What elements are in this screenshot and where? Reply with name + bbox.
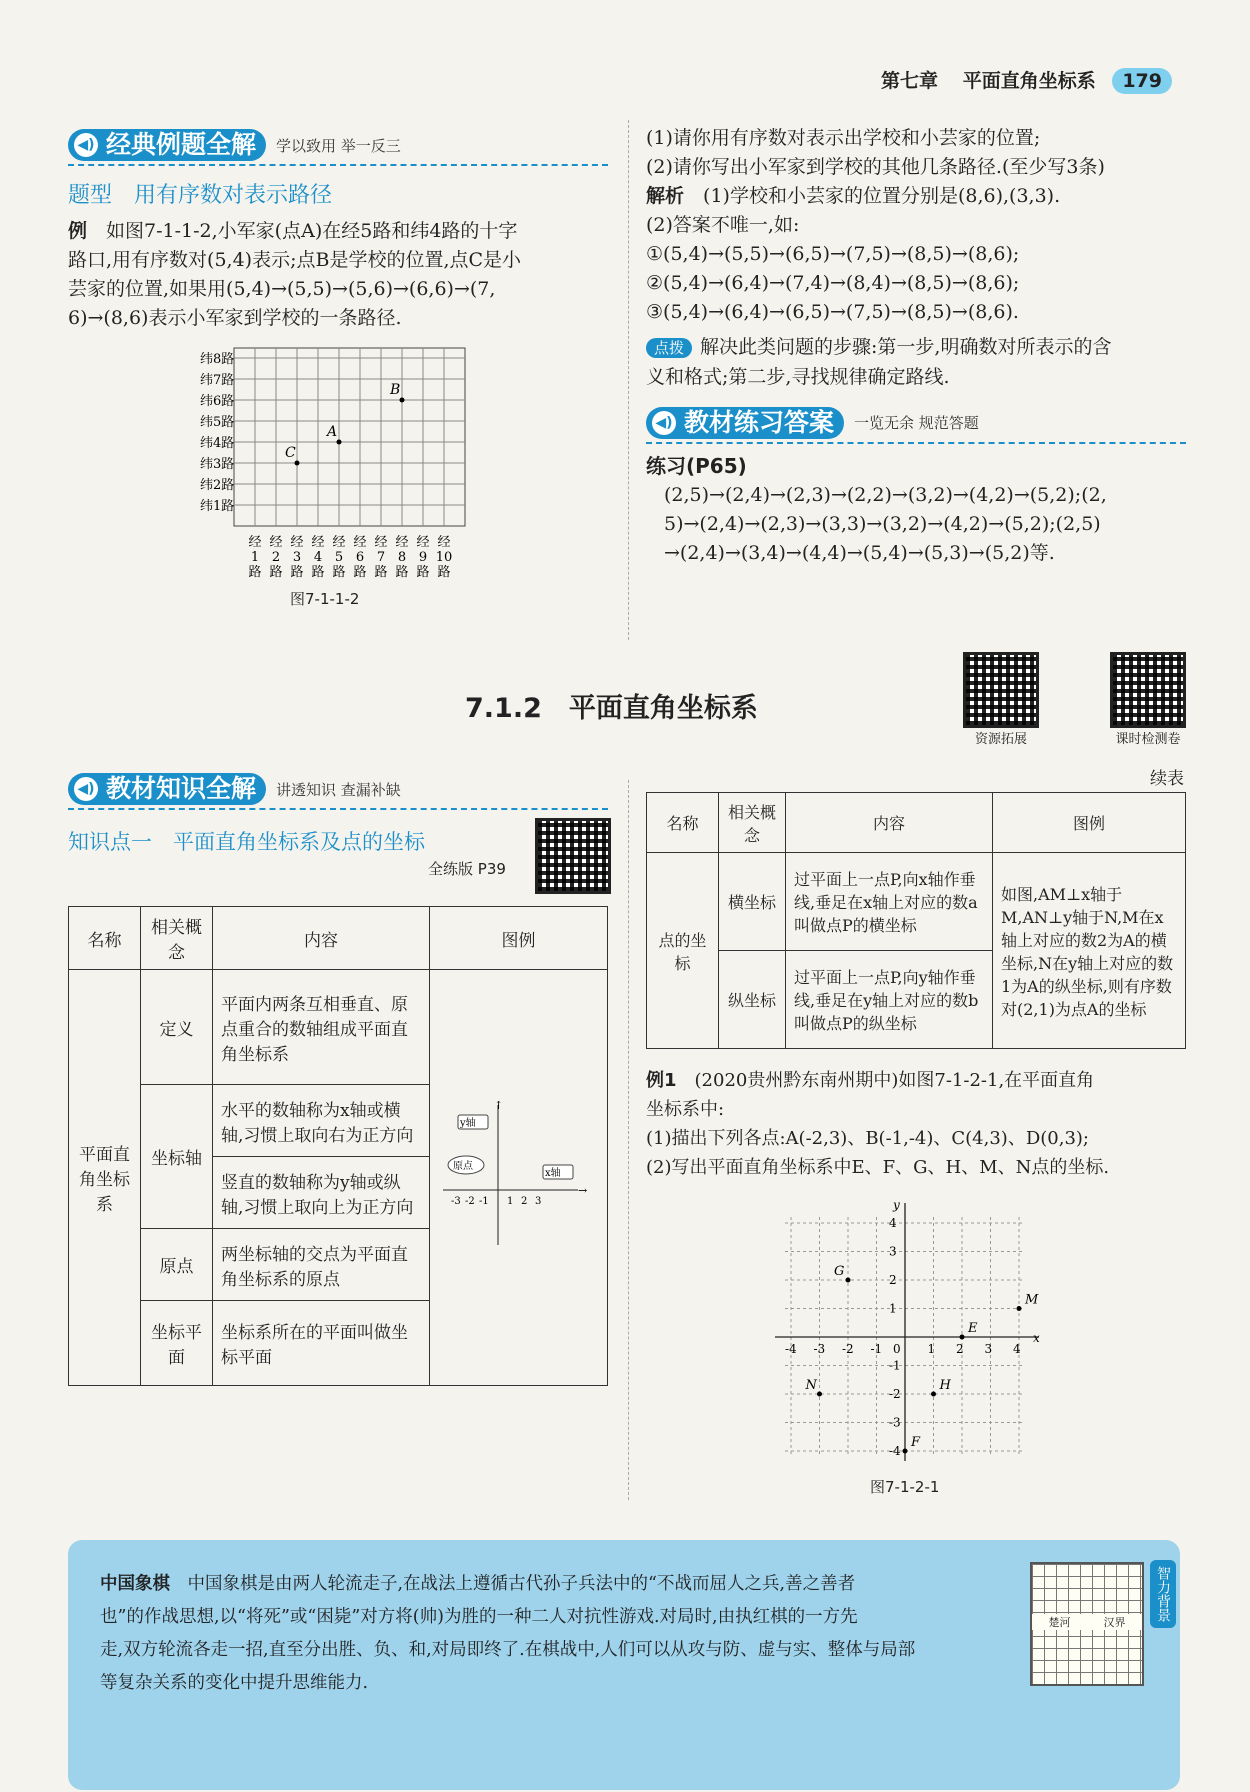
grid-point [400, 398, 405, 403]
page-number: 179 [1112, 68, 1172, 94]
banner-knowledge [68, 772, 608, 806]
example-line: 芸家的位置,如果用(5,4)→(5,5)→(5,6)→(6,6)→(7, [68, 278, 496, 300]
concept-cell: 横坐标 [719, 853, 786, 951]
speaker-icon: ◀) [74, 133, 98, 157]
example-line: (1)描出下列各点:A(-2,3)、B(-1,-4)、C(4,3)、D(0,3); [646, 1128, 1089, 1149]
y-tick-label: -1 [889, 1358, 901, 1373]
illustration-text: 如图,AM⊥x轴于M,AN⊥y轴于N,M在x轴上对应的数2为A的横坐标,N在y轴上对应的数1为A的纵坐标,则有序数对(2,1)为点A的坐标 [993, 853, 1186, 1049]
reference-label: 全练版 P39 [428, 860, 506, 878]
continued-label: 续表 [1150, 769, 1184, 789]
table-header: 相关概念 [719, 793, 786, 853]
x-axis-arrow: → [578, 1184, 588, 1197]
y-tick-label: 2 [889, 1273, 897, 1287]
row-label: 纬1路 [200, 499, 235, 514]
x-axis-callout: x轴 [545, 1168, 561, 1179]
content-cell: 坐标系所在的平面叫做坐标平面 [213, 1301, 430, 1386]
column-number: 7 [376, 550, 386, 565]
x-tick-label: -4 [785, 1342, 797, 1356]
page-header [881, 66, 1172, 94]
column-label: 路 [332, 565, 346, 580]
example-label: 例1 [646, 1070, 677, 1091]
example-line: (2020贵州黔东南州期中)如图7-1-2-1,在平面直角 [694, 1070, 1095, 1091]
concept-cell: 坐标轴 [141, 1085, 213, 1229]
tip-line: 解决此类问题的步骤:第一步,明确数对所表示的含 [700, 336, 1112, 358]
chess-title: 中国象棋 [100, 1574, 170, 1594]
banner-underline [646, 442, 1186, 444]
banner-textbook-answers [646, 406, 1186, 440]
practice-line: →(2,4)→(3,4)→(4,4)→(5,4)→(5,3)→(5,2)等. [664, 542, 1055, 564]
row-label: 纬7路 [200, 373, 235, 388]
column-number: 2 [271, 550, 281, 565]
column-label: 经 [437, 535, 451, 550]
concept-cell: 原点 [141, 1229, 213, 1301]
board-label: 楚河 [1048, 1616, 1071, 1629]
point-label: C [285, 445, 296, 461]
column-label: 经 [374, 535, 388, 550]
practice-line: (2,5)→(2,4)→(2,3)→(2,2)→(3,2)→(4,2)→(5,2);(2, [664, 484, 1107, 506]
column-label: 路 [416, 565, 430, 580]
column-label: 路 [437, 565, 451, 580]
tick-label: -2 [465, 1196, 475, 1207]
practice-line: 5)→(2,4)→(2,3)→(3,3)→(3,2)→(4,2)→(5,2);(2,5) [664, 513, 1101, 535]
plot-point [1017, 1306, 1022, 1311]
y-tick-label: 1 [889, 1301, 897, 1316]
content-cell: 两坐标轴的交点为平面直角坐标系的原点 [213, 1229, 430, 1301]
x-axis-label: x [1033, 1331, 1040, 1345]
path-option: ②(5,4)→(6,4)→(7,4)→(8,4)→(8,5)→(8,6); [646, 272, 1020, 294]
column-divider-bottom [628, 780, 629, 1500]
point-label: G [834, 1264, 845, 1279]
grid-border [234, 348, 465, 526]
answer-1: (1)学校和小芸家的位置分别是(8,6),(3,3). [703, 185, 1061, 207]
point-label: B [390, 382, 401, 398]
tick-label: -1 [479, 1196, 489, 1207]
question-1: (1)请你用有序数对表示出学校和小芸家的位置; [646, 127, 1041, 149]
qr-resource[interactable] [963, 652, 1039, 747]
example-line: (2)写出平面直角坐标系中E、F、G、H、M、N点的坐标. [646, 1157, 1110, 1178]
banner-subtitle: 学以致用 举一反三 [276, 136, 401, 155]
content-cell: 水平的数轴称为x轴或横轴,习惯上取向右为正方向 [213, 1085, 430, 1157]
plot-point [960, 1335, 965, 1340]
banner-title: 经典例题全解 [106, 130, 257, 159]
point-label: F [911, 1435, 921, 1450]
column-label: 经 [353, 535, 367, 550]
example-label: 例 [68, 220, 88, 242]
column-number: 10 [435, 550, 453, 565]
practice-title: 练习(P65) [646, 454, 747, 478]
speaker-icon: ◀) [652, 411, 676, 435]
column-label: 路 [248, 565, 262, 580]
chess-text [100, 1568, 1000, 1700]
tick-label: 1 [507, 1196, 514, 1207]
example-line: 6)→(8,6)表示小军家到学校的一条路径. [68, 307, 402, 329]
y-tick-label: -2 [889, 1387, 901, 1401]
path-option: ③(5,4)→(6,4)→(6,5)→(7,5)→(8,5)→(8,6). [646, 301, 1019, 323]
analysis-label: 解析 [646, 185, 685, 207]
x-tick-label: -3 [813, 1342, 826, 1356]
answer-2: (2)答案不唯一,如: [646, 214, 800, 236]
chapter-label: 第七章 [881, 70, 939, 92]
chess-line: 等复杂关系的变化中提升思维能力. [100, 1673, 369, 1693]
table-header: 相关概念 [141, 907, 213, 970]
qr-label: 资源拓展 [974, 732, 1027, 747]
example-line: 坐标系中: [646, 1099, 725, 1120]
column-label: 路 [353, 565, 367, 580]
x-tick-label: 1 [927, 1342, 936, 1356]
row-label: 纬5路 [200, 415, 235, 430]
x-tick-label: -1 [870, 1342, 883, 1356]
section-title: 7.1.2 平面直角坐标系 [465, 693, 758, 724]
tick-label: 2 [521, 1196, 528, 1207]
row-label: 纬8路 [200, 352, 235, 367]
example-line: 路口,用有序数对(5,4)表示;点B是学校的位置,点C是小 [68, 249, 522, 271]
example-text [68, 217, 608, 333]
column-number: 4 [313, 550, 323, 565]
knowledge-point-title: 知识点一 平面直角坐标系及点的坐标 [68, 830, 425, 854]
grid-point [337, 440, 342, 445]
y-tick-label: -3 [889, 1415, 901, 1430]
origin-callout: 原点 [453, 1161, 473, 1172]
row-label: 纬6路 [200, 394, 235, 409]
concept-cell: 坐标平面 [141, 1301, 213, 1386]
banner-underline [68, 808, 608, 810]
plot-point [931, 1392, 936, 1397]
table-row [647, 853, 1186, 951]
row-name: 平面直角坐标系 [69, 970, 141, 1386]
table-header: 图例 [430, 907, 608, 970]
y-axis-label: y [893, 1198, 900, 1212]
x-tick-label: 2 [956, 1342, 964, 1356]
column-label: 路 [311, 565, 325, 580]
table-header: 名称 [647, 793, 719, 853]
column-number: 3 [292, 550, 302, 565]
speaker-icon: ◀) [74, 777, 98, 801]
qr-label: 课时检测卷 [1115, 732, 1181, 747]
tip-label: 点拨 [646, 338, 692, 358]
table-header: 名称 [69, 907, 141, 970]
row-name: 点的坐标 [647, 853, 719, 1049]
banner-subtitle: 讲透知识 查漏补缺 [276, 780, 401, 799]
illustration-cell [430, 970, 608, 1386]
column-label: 路 [374, 565, 388, 580]
concept-cell: 定义 [141, 970, 213, 1085]
continued-table [646, 792, 1186, 1049]
point-label: A [327, 424, 338, 440]
chess-line: 走,双方轮流各走一招,直至分出胜、负、和,对局即终了.在棋战中,人们可以从攻与防、虚与实、整体与局部 [100, 1640, 916, 1660]
column-label: 路 [395, 565, 409, 580]
column-label: 经 [269, 535, 283, 550]
y-tick-label: 4 [889, 1216, 897, 1230]
street-grid-figure [200, 350, 480, 612]
figure-caption: 图7-1-2-1 [870, 1478, 940, 1496]
point-label: N [805, 1378, 817, 1393]
content-cell: 平面内两条互相垂直、原点重合的数轴组成平面直角坐标系 [213, 970, 430, 1085]
x-tick-label: 4 [1013, 1342, 1021, 1356]
board-label: 汉界 [1103, 1616, 1126, 1629]
origin-label: 0 [893, 1342, 901, 1356]
plot-point [846, 1278, 851, 1283]
row-label: 纬2路 [200, 478, 235, 493]
chapter-title: 平面直角坐标系 [962, 70, 1096, 92]
banner-title: 教材练习答案 [684, 408, 835, 437]
row-label: 纬4路 [200, 436, 235, 451]
y-axis-arrow: ↑ [494, 1099, 504, 1112]
content-cell: 竖直的数轴称为y轴或纵轴,习惯上取向上为正方向 [213, 1157, 430, 1229]
coordinate-figure [770, 1198, 1060, 1472]
column-number: 9 [418, 550, 428, 565]
banner-title: 教材知识全解 [106, 774, 257, 803]
point-label: M [1025, 1292, 1039, 1308]
column-label: 经 [416, 535, 430, 550]
knowledge-section [68, 772, 608, 879]
tick-label: -3 [451, 1196, 461, 1207]
question-type: 题型 用有序数对表示路径 [68, 183, 333, 208]
chess-board-icon [1030, 1562, 1144, 1686]
side-tag: 智力背景 [1150, 1560, 1176, 1628]
chess-line: 也”的作战思想,以“将死”或“困毙”对方将(帅)为胜的一种二人对抗性游戏.对局时,由执红棋的一方先 [100, 1607, 858, 1627]
grid-point [295, 461, 300, 466]
knowledge-table [68, 906, 608, 1386]
column-label: 经 [332, 535, 346, 550]
column-label: 经 [311, 535, 325, 550]
column-label: 经 [290, 535, 304, 550]
row-label: 纬3路 [200, 457, 235, 472]
point-label: E [968, 1321, 978, 1336]
qr-code-icon[interactable] [535, 818, 611, 894]
table-header: 内容 [786, 793, 993, 853]
plot-point [903, 1449, 908, 1454]
column-number: 5 [334, 550, 344, 565]
example-1 [646, 1066, 1191, 1182]
content-cell: 过平面上一点P,向y轴作垂线,垂足在y轴上对应的数b叫做点P的纵坐标 [786, 951, 993, 1049]
column-number: 1 [250, 550, 260, 565]
y-axis-callout: y轴 [460, 1118, 476, 1129]
qr-knowledge[interactable] [535, 818, 611, 894]
question-2: (2)请你写出小军家到学校的其他几条路径.(至少写3条) [646, 156, 1105, 178]
concept-cell: 纵坐标 [719, 951, 786, 1049]
content-cell: 过平面上一点P,向x轴作垂线,垂足在x轴上对应的数a叫做点P的横坐标 [786, 853, 993, 951]
table-row [69, 970, 608, 1085]
qr-test[interactable] [1110, 652, 1186, 747]
column-label: 经 [248, 535, 262, 550]
solution-section [646, 124, 1186, 568]
y-tick-label: 3 [889, 1244, 897, 1259]
x-tick-label: 3 [984, 1342, 993, 1356]
column-label: 路 [290, 565, 304, 580]
y-tick-label: -4 [889, 1444, 901, 1458]
point-label: H [939, 1378, 951, 1393]
tip-line: 义和格式;第二步,寻找规律确定路线. [646, 366, 950, 388]
plot-point [817, 1392, 822, 1397]
banner-subtitle: 一览无余 规范答题 [854, 413, 979, 432]
column-label: 路 [269, 565, 283, 580]
path-option: ①(5,4)→(5,5)→(6,5)→(7,5)→(8,5)→(8,6); [646, 243, 1020, 265]
banner-underline [68, 164, 608, 166]
qr-code-icon[interactable] [963, 652, 1039, 728]
column-label: 经 [395, 535, 409, 550]
banner-classic-examples [68, 128, 608, 162]
column-divider-top [628, 120, 629, 640]
column-number: 6 [355, 550, 365, 565]
figure-caption: 图7-1-1-2 [290, 590, 360, 608]
example-line: 如图7-1-1-2,小军家(点A)在经5路和纬4路的十字 [106, 220, 518, 242]
tick-label: 3 [535, 1196, 542, 1207]
example-section [68, 128, 608, 333]
qr-code-icon[interactable] [1110, 652, 1186, 728]
table-header: 图例 [993, 793, 1186, 853]
column-number: 8 [397, 550, 407, 565]
chess-line: 中国象棋是由两人轮流走子,在战法上遵循古代孙子兵法中的“不战而屈人之兵,善之善者 [187, 1574, 856, 1594]
mini-axes-figure [438, 1095, 588, 1255]
x-tick-label: -2 [842, 1342, 854, 1356]
table-header: 内容 [213, 907, 430, 970]
